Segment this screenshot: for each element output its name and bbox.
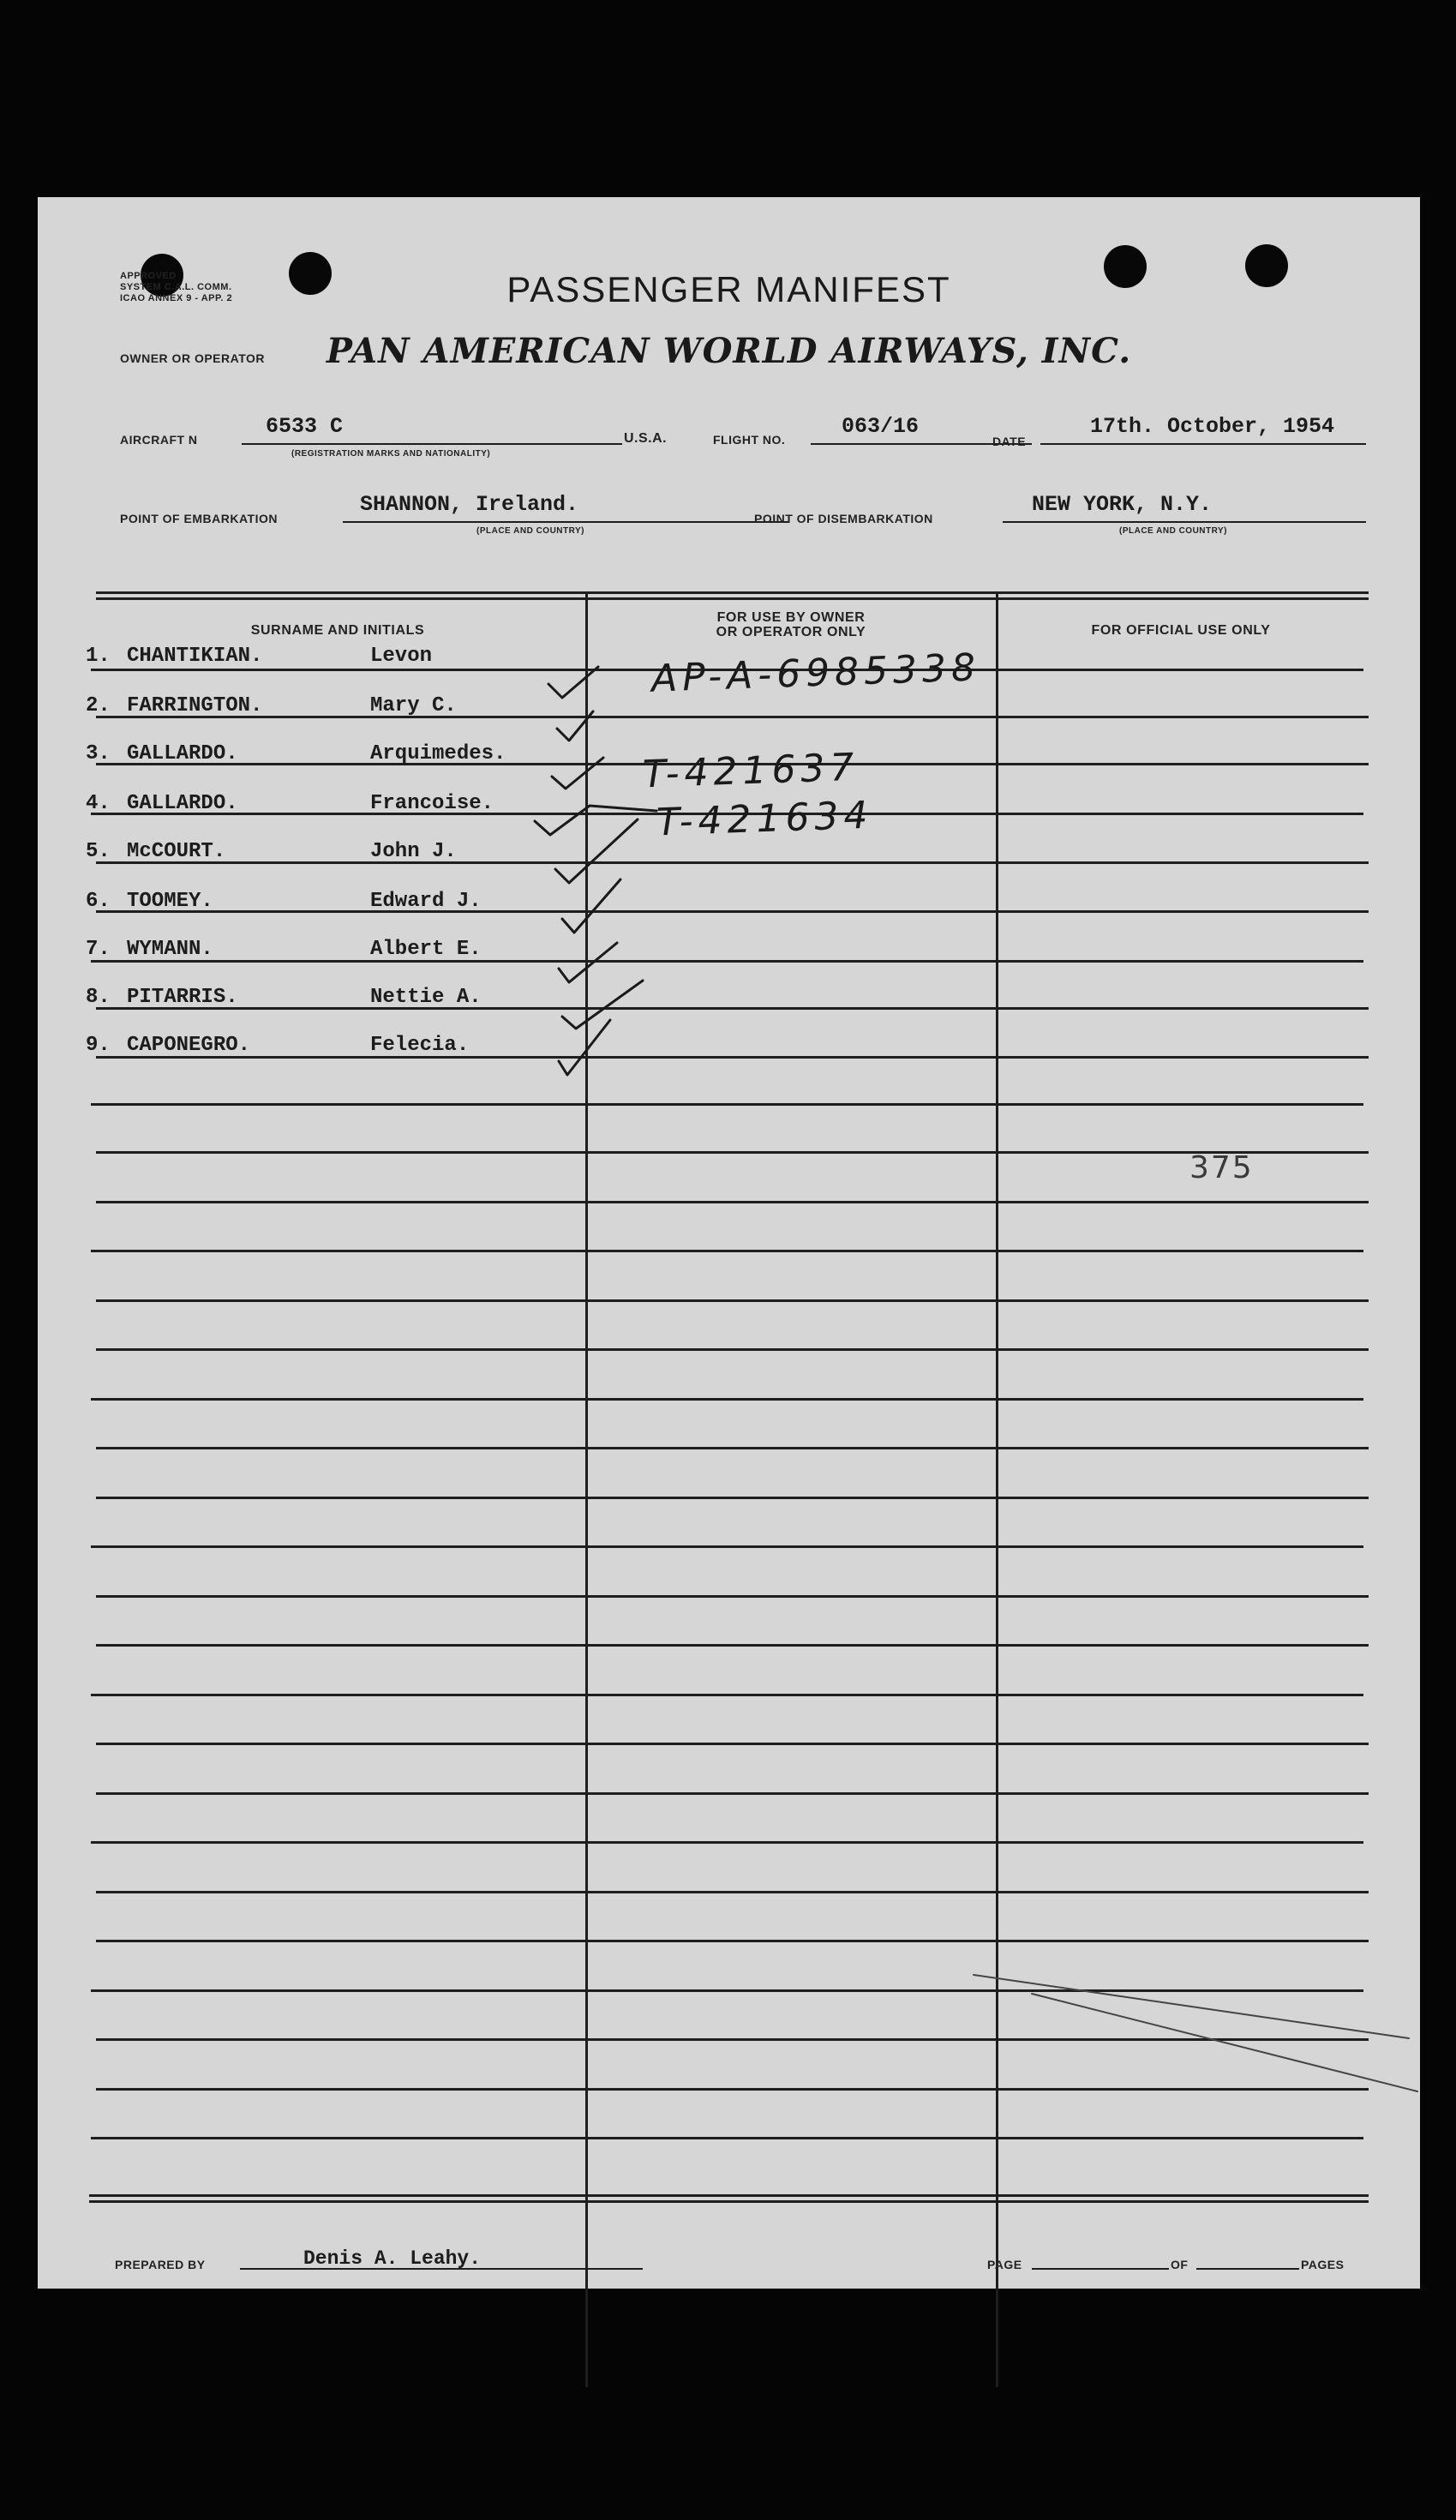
passenger-given-name: Arquimedes. <box>370 742 506 765</box>
prepared-by-value: Denis A. Leahy. <box>303 2247 482 2270</box>
approval-stamp-line: ICAO ANNEX 9 - APP. 2 <box>120 293 233 303</box>
passenger-given-name: Francoise. <box>370 792 494 815</box>
handwritten-passport-number: T-421634 <box>656 793 874 845</box>
aircraft-value: 6533 C <box>266 414 344 439</box>
passenger-given-name: Edward J. <box>370 890 482 913</box>
column-header-official: FOR OFFICIAL USE ONLY <box>1091 623 1271 638</box>
check-mark <box>559 1020 610 1075</box>
embarkation-hint: (PLACE AND COUNTRY) <box>476 526 584 536</box>
passenger-given-name: Nettie A. <box>370 986 482 1009</box>
passenger-given-name: Levon <box>370 645 433 668</box>
page-label: PAGE <box>987 2258 1022 2271</box>
row-number: 9. <box>86 1034 111 1057</box>
approval-stamp-line: APPROVED <box>120 271 177 281</box>
passenger-surname: PITARRIS. <box>127 986 238 1009</box>
handwritten-passport-number: T-421637 <box>642 745 860 797</box>
passenger-surname: CAPONEGRO. <box>127 1034 251 1057</box>
check-mark <box>562 981 643 1029</box>
date-label: DATE <box>992 435 1027 448</box>
row-number: 4. <box>86 792 111 815</box>
owner-label: OWNER OR OPERATOR <box>120 351 265 365</box>
aircraft-label: AIRCRAFT N <box>120 433 198 447</box>
column-header-owner-line: OR OPERATOR ONLY <box>716 625 866 639</box>
embarkation-label: POINT OF EMBARKATION <box>120 512 278 525</box>
passenger-surname: CHANTIKIAN. <box>127 645 263 668</box>
handwritten-official-number: 375 <box>1189 1150 1254 1185</box>
page-title: PASSENGER MANIFEST <box>506 269 951 309</box>
passenger-given-name: Felecia. <box>370 1034 470 1057</box>
approval-stamp-line: SYSTEM C.A.L. COMM. <box>120 282 232 292</box>
handwritten-passport-number: AP-A-6985338 <box>650 645 981 701</box>
passenger-surname: GALLARDO. <box>127 792 238 815</box>
row-number: 8. <box>86 986 111 1009</box>
passenger-given-name: Albert E. <box>370 938 482 961</box>
manifest-sheet <box>38 197 1420 2289</box>
disembarkation-label: POINT OF DISEMBARKATION <box>754 512 933 525</box>
of-label: OF <box>1171 2258 1189 2271</box>
pencil-stroke <box>1032 1994 1417 2091</box>
pages-label: PAGES <box>1301 2258 1345 2271</box>
date-value: 17th. October, 1954 <box>1090 414 1335 439</box>
passenger-surname: WYMANN. <box>127 938 213 961</box>
row-number: 1. <box>86 645 111 668</box>
check-mark <box>557 711 593 741</box>
usa-label: U.S.A. <box>624 431 668 446</box>
passenger-surname: McCOURT. <box>127 840 226 863</box>
column-header-names: SURNAME AND INITIALS <box>250 623 425 638</box>
row-number: 5. <box>86 840 111 863</box>
registration-hint: (REGISTRATION MARKS AND NATIONALITY) <box>291 449 491 459</box>
flight-value: 063/16 <box>842 414 920 439</box>
check-mark <box>555 819 638 883</box>
passenger-given-name: John J. <box>370 840 457 863</box>
embarkation-value: SHANNON, Ireland. <box>360 492 579 517</box>
row-number: 2. <box>86 694 111 717</box>
check-mark <box>552 758 603 789</box>
check-mark <box>559 943 617 982</box>
check-mark <box>548 667 598 698</box>
check-mark <box>562 879 620 933</box>
flight-label: FLIGHT NO. <box>713 433 786 447</box>
passenger-surname: TOOMEY. <box>127 890 213 913</box>
row-number: 3. <box>86 742 111 765</box>
row-number: 7. <box>86 938 111 961</box>
passenger-surname: GALLARDO. <box>127 742 238 765</box>
passenger-given-name: Mary C. <box>370 694 457 717</box>
disembarkation-value: NEW YORK, N.Y. <box>1032 492 1213 517</box>
prepared-by-label: PREPARED BY <box>115 2258 206 2271</box>
passenger-surname: FARRINGTON. <box>127 694 263 717</box>
pencil-stroke <box>974 1975 1409 2038</box>
column-header-owner-line: FOR USE BY OWNER <box>716 610 866 625</box>
row-number: 6. <box>86 890 111 913</box>
handwritten-marks <box>38 197 1420 2289</box>
airline-name: PAN AMERICAN WORLD AIRWAYS, INC. <box>326 331 1132 371</box>
disembarkation-hint: (PLACE AND COUNTRY) <box>1119 526 1227 536</box>
